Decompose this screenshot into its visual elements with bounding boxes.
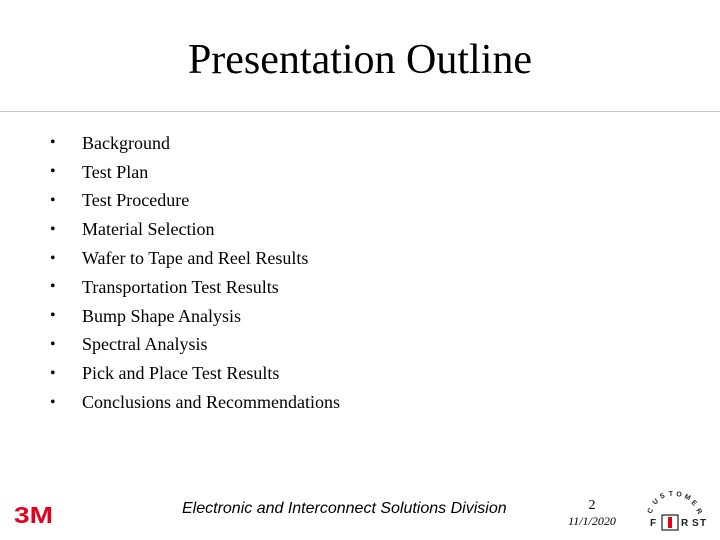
outline-item-label: Spectral Analysis xyxy=(82,334,208,355)
svg-text:R: R xyxy=(694,507,703,516)
outline-item-label: Bump Shape Analysis xyxy=(82,305,242,326)
outline-item xyxy=(50,302,340,331)
outline-item xyxy=(50,187,340,216)
outline-item-label: Test Procedure xyxy=(82,190,190,211)
bullet-icon: • xyxy=(50,249,56,267)
svg-text:F: F xyxy=(650,518,657,529)
outline-item xyxy=(50,331,340,360)
bullet-icon: • xyxy=(50,134,56,152)
outline-item-label: Conclusions and Recommendations xyxy=(82,392,340,413)
bullet-icon: • xyxy=(50,335,56,353)
svg-text:R: R xyxy=(681,518,689,529)
page-number: 2 xyxy=(588,498,596,513)
svg-text:T: T xyxy=(700,518,707,529)
outline-item-label: Transportation Test Results xyxy=(82,276,279,297)
outline-item xyxy=(50,215,340,244)
bullet-icon: • xyxy=(50,364,56,382)
bullet-icon: • xyxy=(50,191,56,209)
outline-item-label: Test Plan xyxy=(82,161,149,182)
svg-text:C: C xyxy=(646,507,656,515)
outline-item xyxy=(50,129,340,158)
bullet-icon: • xyxy=(50,393,56,411)
bullet-icon: • xyxy=(50,307,56,325)
customer-first-logo xyxy=(646,488,707,532)
outline-item xyxy=(50,388,340,417)
outline-item-label: Background xyxy=(82,132,170,153)
outline-item-label: Material Selection xyxy=(82,219,215,240)
bullet-icon: • xyxy=(50,163,56,181)
bullet-icon: • xyxy=(50,278,56,296)
outline-item xyxy=(50,158,340,187)
outline-item xyxy=(50,359,340,388)
outline-list xyxy=(50,129,340,417)
svg-text:M: M xyxy=(683,493,692,503)
slide-date: 11/1/2020 xyxy=(568,514,616,528)
svg-text:3M: 3M xyxy=(14,502,53,528)
slide-title: Presentation Outline xyxy=(187,37,533,83)
svg-text:S: S xyxy=(692,518,699,529)
outline-item xyxy=(50,273,340,302)
outline-item-label: Pick and Place Test Results xyxy=(82,363,280,384)
title-divider xyxy=(0,111,720,112)
outline-item xyxy=(50,244,340,273)
svg-text:U: U xyxy=(651,497,661,507)
division-name: Electronic and Interconnect Solutions Division xyxy=(182,500,507,517)
3m-logo xyxy=(14,502,54,526)
outline-item-label: Wafer to Tape and Reel Results xyxy=(82,248,309,269)
svg-text:T: T xyxy=(668,490,674,498)
svg-text:S: S xyxy=(658,492,667,501)
bullet-icon: • xyxy=(50,220,56,238)
svg-text:E: E xyxy=(689,499,698,508)
svg-text:O: O xyxy=(675,491,683,499)
